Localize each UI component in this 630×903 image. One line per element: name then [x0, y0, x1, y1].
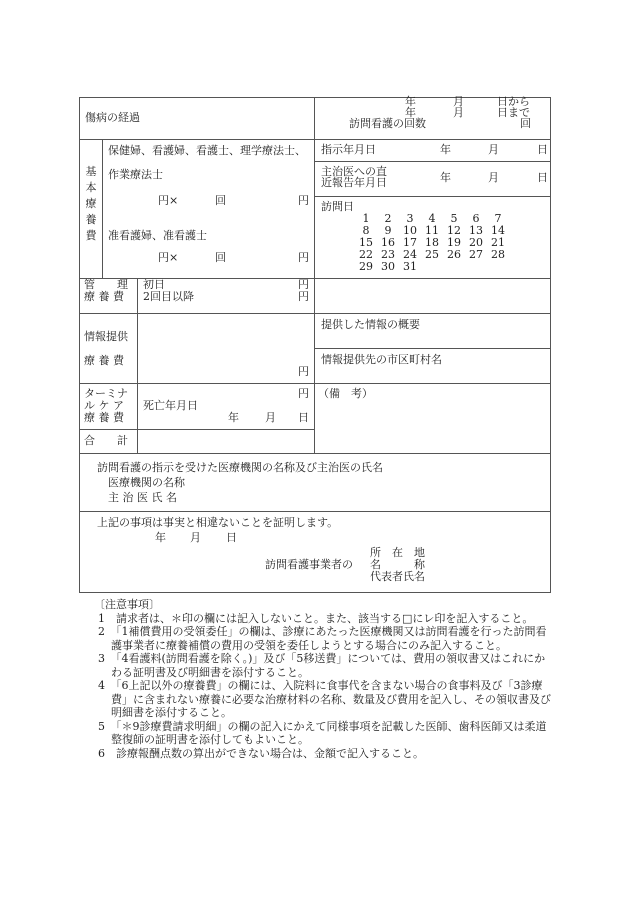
visit-day: 15 — [359, 236, 373, 249]
visit-day: 14 — [491, 224, 505, 237]
nurse-types-label-2: 作業療法士 — [108, 168, 163, 181]
terminal-care-label: ターミナ — [84, 387, 128, 400]
yen-times-label: 円× — [158, 251, 179, 264]
visit-day: 11 — [425, 224, 439, 237]
visit-day: 9 — [384, 224, 392, 237]
visit-day: 22 — [359, 248, 373, 261]
day-label: 日 — [298, 411, 309, 424]
divider — [79, 313, 551, 314]
visit-day: 8 — [362, 224, 370, 237]
notes-section — [94, 598, 554, 760]
visit-day: 4 — [428, 212, 436, 225]
notes-heading: 〔注意事項〕 — [94, 598, 160, 611]
divider — [79, 97, 80, 593]
visit-day: 5 — [450, 212, 458, 225]
divider — [137, 278, 138, 453]
year-label: 年 — [440, 143, 451, 156]
visit-day: 3 — [406, 212, 414, 225]
divider — [314, 161, 551, 162]
visit-day: 12 — [447, 224, 461, 237]
provider-label: 訪問看護事業者の — [265, 558, 353, 571]
injury-progress-label: 傷病の経過 — [85, 111, 140, 124]
institution-heading: 訪問看護の指示を受けた医療機関の名称及び主治医の氏名 — [97, 461, 383, 474]
year-label: 年 — [405, 95, 416, 108]
assistant-types-label: 准看護婦、准看護士 — [108, 229, 207, 242]
divider — [79, 139, 551, 140]
visit-day: 23 — [381, 248, 395, 261]
institution-name-label: 医療機関の名称 — [108, 476, 185, 489]
note-item: 5 「＊9診療費請求明細」の欄の記入にかえて同様事項を記載した医師、歯科医師又は柔道整復師の証明書を添付してもよいこと。 — [98, 719, 547, 746]
visit-day: 20 — [469, 236, 483, 249]
provider-name-label: 名 称 — [370, 558, 425, 571]
total-label: 合 計 — [84, 434, 128, 447]
yen-label: 円 — [298, 194, 309, 207]
times-label: 回 — [215, 251, 226, 264]
year-label: 年 — [155, 531, 166, 544]
visit-day: 10 — [403, 224, 417, 237]
visit-count-label: 訪問看護の回数 — [349, 117, 426, 130]
month-label: 月 — [453, 106, 464, 119]
visit-day: 30 — [381, 260, 395, 273]
year-label: 年 — [440, 171, 451, 184]
yen-label: 円 — [298, 251, 309, 264]
info-fee-label-2: 療 養 費 — [84, 354, 124, 367]
month-label: 月 — [190, 531, 201, 544]
year-label: 年 — [228, 411, 239, 424]
divider — [79, 592, 551, 593]
yen-label: 円 — [298, 387, 309, 400]
basic-fee-label: 基本療養費 — [85, 165, 97, 242]
visit-day: 29 — [359, 260, 373, 273]
note-item: 2 「1補償費用の受領委任」の欄は、診療にあたった医療機関又は訪問看護を行った訪問看護事業者に療養補償の費用の受領を委任しようとする場合にのみ記入すること。 — [98, 625, 547, 652]
info-fee-label: 情報提供 — [84, 330, 128, 343]
divider — [79, 97, 551, 98]
visit-day: 18 — [425, 236, 439, 249]
visit-day: 6 — [472, 212, 480, 225]
note-item: 4 「6上記以外の療養費」の欄には、入院料に食事代を含まない場合の食事料及び「3診療費」に含まれない療養に必要な治療材料の名称、数量及び費用を記入し、その領収書及び明細書を添付すること。 — [98, 679, 551, 719]
month-label: 月 — [488, 143, 499, 156]
note-item: 3 「4看護料(訪問看護を除く。)」及び「5移送費」については、費用の領収書又はこれにかわる証明書及び明細書を添付すること。 — [98, 652, 546, 679]
death-date-label: 死亡年月日 — [143, 399, 198, 412]
visit-day: 31 — [403, 260, 417, 273]
divider — [314, 196, 551, 197]
info-summary-label: 提供した情報の概要 — [321, 318, 420, 331]
municipality-label: 情報提供先の市区町村名 — [321, 353, 442, 366]
visit-day: 19 — [447, 236, 461, 249]
terminal-care-label-2: ル ケ ア — [84, 399, 124, 412]
visit-day: 16 — [381, 236, 395, 249]
day-to-label: 日まで — [497, 106, 530, 119]
certification-statement: 上記の事項は事実と相違ないことを証明します。 — [97, 516, 339, 529]
divider — [79, 383, 551, 384]
visit-count-unit: 回 — [520, 117, 531, 130]
month-label: 月 — [453, 95, 464, 108]
report-date-label: 主治医への直 — [321, 165, 387, 178]
divider — [102, 139, 103, 278]
day-label: 日 — [537, 171, 548, 184]
representative-label: 代表者氏名 — [370, 570, 425, 583]
divider — [79, 453, 551, 454]
visit-day: 13 — [469, 224, 483, 237]
note-item: 6 診療報酬点数の算出ができない場合は、金額で記入すること。 — [98, 746, 424, 760]
instruction-date-label: 指示年月日 — [321, 143, 376, 156]
visit-day: 2 — [384, 212, 392, 225]
visit-day: 28 — [491, 248, 505, 261]
day-label: 日 — [226, 531, 237, 544]
yen-label: 円 — [298, 278, 309, 291]
visit-day: 26 — [447, 248, 461, 261]
yen-times-label: 円× — [158, 194, 179, 207]
day-label: 日 — [537, 143, 548, 156]
visit-day: 1 — [362, 212, 370, 225]
management-fee-label-2: 療 養 費 — [84, 290, 124, 303]
month-label: 月 — [265, 411, 276, 424]
divider — [314, 348, 551, 349]
visit-days-label: 訪問日 — [321, 200, 354, 213]
second-onward-label: 2回目以降 — [143, 290, 194, 303]
address-label: 所 在 地 — [370, 546, 425, 559]
note-item: 1 請求者は、＊印の欄には記入しないこと。また、該当する□にレ印を記入すること。 — [98, 611, 534, 625]
visit-days-calendar — [355, 213, 509, 273]
visit-day: 7 — [494, 212, 502, 225]
yen-label: 円 — [298, 290, 309, 303]
management-fee-label: 管 理 — [84, 278, 128, 291]
report-date-label-2: 近報告年月日 — [321, 176, 387, 189]
divider — [79, 429, 314, 430]
times-label: 回 — [215, 194, 226, 207]
visit-day: 25 — [425, 248, 439, 261]
nurse-types-label: 保健婦、看護婦、看護士、理学療法士、 — [108, 144, 306, 157]
divider — [550, 97, 551, 593]
month-label: 月 — [488, 171, 499, 184]
visit-day: 27 — [469, 248, 483, 261]
visit-day: 24 — [403, 248, 417, 261]
divider — [79, 511, 551, 512]
terminal-care-label-3: 療 養 費 — [84, 411, 124, 424]
remarks-label: （備 考） — [318, 387, 373, 400]
yen-label: 円 — [298, 365, 309, 378]
divider — [314, 97, 315, 453]
year-label: 年 — [405, 106, 416, 119]
first-day-label: 初日 — [143, 278, 165, 291]
visit-day: 21 — [491, 236, 505, 249]
day-from-label: 日から — [497, 95, 530, 108]
visit-day: 17 — [403, 236, 417, 249]
doctor-name-label: 主 治 医 氏 名 — [108, 491, 177, 504]
